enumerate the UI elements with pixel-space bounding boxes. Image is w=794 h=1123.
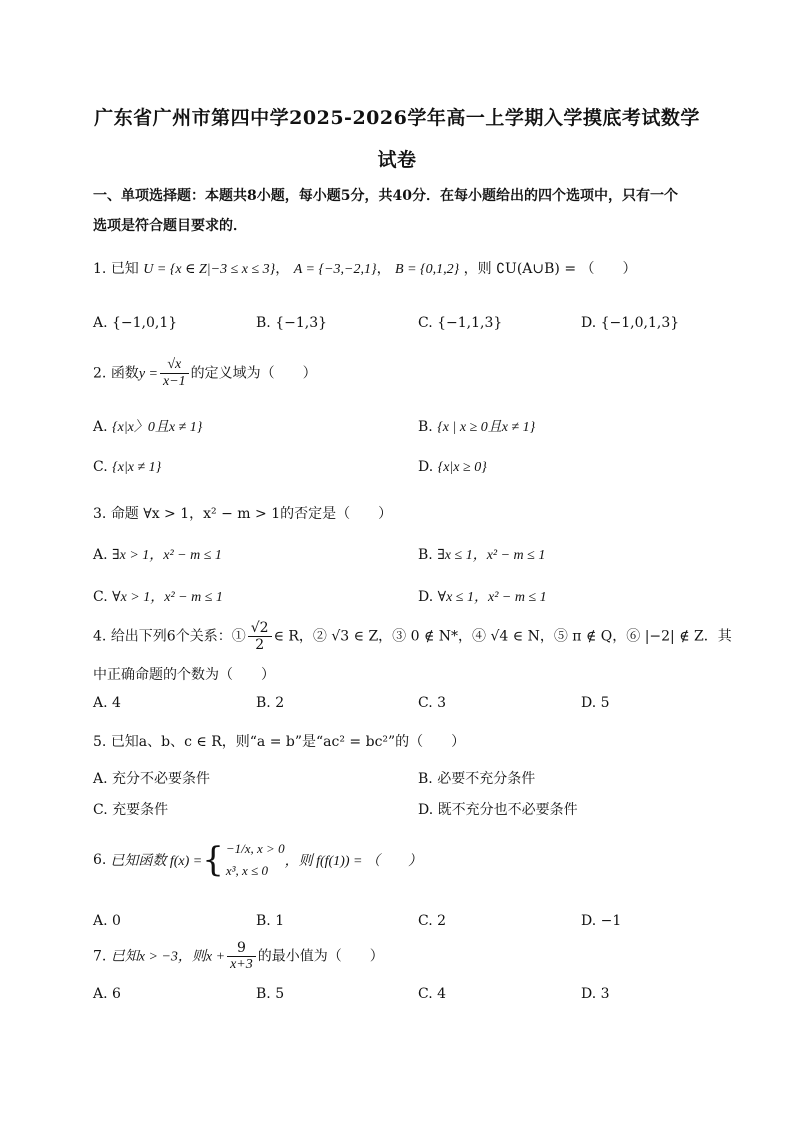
fraction: [160, 357, 189, 390]
option-label: B.: [418, 547, 433, 563]
set-u: U = {x ∈ Z|−3 ≤ x ≤ 3}: [143, 262, 276, 277]
option-label: C.: [418, 913, 433, 929]
question-4: [93, 620, 732, 653]
question-tail: 的定义域为（ ）: [190, 365, 317, 382]
question-number: 5.: [93, 734, 107, 750]
q2-option-a[interactable]: [93, 416, 202, 436]
option-label: C.: [418, 986, 433, 1002]
q1-option-d[interactable]: [581, 315, 679, 331]
q4-option-a[interactable]: [93, 695, 121, 711]
option-label: D.: [418, 589, 434, 605]
question-relations: ∈ R，② √3 ∈ Z，③ 0 ∉ N*，④ √4 ∈ N，⑤ π ∉ Q，⑥ |−2| ∉ Z．其: [273, 628, 732, 645]
question-text: 函数: [110, 365, 139, 382]
option-label: C.: [93, 589, 108, 605]
option-label: D.: [581, 913, 597, 929]
option-label: C.: [93, 802, 108, 818]
q5-option-b[interactable]: [418, 768, 535, 788]
option-text: 5: [275, 986, 285, 1002]
q1-option-b[interactable]: [256, 315, 327, 331]
question-tail: ，则 ∁U(A∪B) = （ ）: [463, 261, 637, 277]
option-label: D.: [581, 315, 597, 331]
option-label: A.: [93, 986, 108, 1002]
fraction-numerator: √2: [248, 620, 272, 637]
option-text: 6: [112, 986, 121, 1002]
option-label: D.: [418, 459, 434, 475]
option-text: ∀x ≤ 1，x² − m ≤ 1: [437, 590, 547, 605]
option-text: {x|x ≥ 0}: [437, 460, 487, 475]
q4-option-c[interactable]: [418, 695, 446, 711]
option-label: C.: [418, 695, 433, 711]
option-text: {−1,0,1,3}: [600, 315, 680, 331]
question-7: [93, 940, 384, 973]
function-lhs: y =: [138, 366, 158, 382]
option-label: B.: [256, 695, 271, 711]
option-text: {x|x〉0且x ≠ 1}: [112, 420, 203, 435]
q4-option-b[interactable]: [256, 695, 284, 711]
q1-option-c[interactable]: [418, 315, 502, 331]
option-text: 2: [437, 913, 447, 929]
fraction-denominator: 2: [255, 637, 265, 653]
option-text: 1: [275, 913, 285, 929]
q5-option-a[interactable]: [93, 768, 210, 788]
option-label: C.: [93, 459, 108, 475]
question-6: [93, 838, 422, 882]
q7-option-b[interactable]: [256, 986, 284, 1002]
question-text: 已知函数 f(x) =: [110, 854, 203, 869]
question-2: [93, 357, 317, 390]
option-text: {−1,1,3}: [437, 315, 503, 331]
question-text: 已知a、b、c ∈ R，则“a = b”是“ac² = bc²”的（ ）: [110, 734, 466, 750]
q1-option-a[interactable]: [93, 315, 177, 331]
question-number: 7.: [93, 948, 107, 965]
brace-symbol: {: [202, 840, 224, 880]
question-number: 3.: [93, 506, 107, 522]
option-text: 5: [600, 695, 610, 711]
piecewise-case-2: x³, x ≤ 0: [225, 863, 268, 878]
q2-option-d[interactable]: [418, 459, 487, 476]
fraction: [227, 940, 256, 973]
question-number: 4.: [93, 628, 107, 645]
question-number: 6.: [93, 852, 107, 868]
option-label: A.: [93, 315, 108, 331]
option-label: B.: [256, 986, 271, 1002]
set-b: B = {0,1,2}: [395, 262, 460, 277]
piecewise-function: [202, 838, 284, 882]
option-text: ∃x ≤ 1，x² − m ≤ 1: [437, 548, 546, 563]
document-title-line1: 广东省广州市第四中学2025-2026学年高一上学期入学摸底考试数学: [94, 107, 700, 129]
option-text: {−1,3}: [275, 315, 328, 331]
question-text: 命题 ∀x > 1，x² − m > 1的否定是（ ）: [110, 506, 393, 522]
question-tail: 的最小值为（ ）: [257, 948, 384, 965]
document-title-line2: 试卷: [377, 149, 417, 171]
option-text: {−1,0,1}: [112, 315, 178, 331]
q7-option-c[interactable]: [418, 986, 446, 1002]
question-number: 1.: [93, 261, 107, 277]
option-label: D.: [581, 695, 597, 711]
option-label: B.: [418, 771, 433, 787]
option-label: D.: [581, 986, 597, 1002]
option-text: ∃x > 1，x² − m ≤ 1: [112, 548, 222, 563]
option-label: A.: [93, 547, 108, 563]
fraction: [248, 620, 272, 653]
set-a: A = {−3,−2,1}: [293, 262, 377, 277]
piecewise-case-1: −1/x, x > 0: [225, 841, 285, 856]
fraction-denominator: x−1: [162, 374, 186, 389]
option-label: A.: [93, 419, 108, 435]
q2-option-b[interactable]: [418, 416, 535, 436]
question-4-line2: 中正确命题的个数为（ ）: [93, 667, 275, 683]
option-label: B.: [256, 913, 271, 929]
option-label: A.: [93, 695, 108, 711]
option-text: {x|x ≠ 1}: [112, 460, 162, 475]
option-text: 既不充分也不必要条件: [437, 802, 578, 818]
q6-option-c[interactable]: [418, 913, 446, 929]
option-label: D.: [418, 802, 434, 818]
q6-option-b[interactable]: [256, 913, 284, 929]
q3-option-a[interactable]: [93, 544, 222, 564]
q3-option-c[interactable]: [93, 586, 223, 606]
option-text: −1: [600, 913, 622, 929]
question-text: 给出下列6个关系：①: [110, 628, 246, 645]
question-text: 已知: [110, 261, 139, 277]
option-label: C.: [418, 315, 433, 331]
option-text: 4: [437, 986, 447, 1002]
option-text: ∀x > 1，x² − m ≤ 1: [112, 590, 223, 605]
q7-option-d[interactable]: [581, 986, 610, 1002]
question-tail: ，则 f(f(1)) = （ ）: [284, 854, 422, 869]
question-number: 2.: [93, 365, 107, 382]
option-text: 2: [275, 695, 285, 711]
option-text: {x | x ≥ 0且x ≠ 1}: [437, 420, 536, 435]
fraction-denominator: x+3: [230, 957, 253, 972]
option-label: A.: [93, 771, 108, 787]
option-label: B.: [256, 315, 271, 331]
q2-option-c[interactable]: [93, 459, 161, 476]
option-text: 必要不充分条件: [437, 771, 536, 787]
option-label: B.: [418, 419, 433, 435]
fraction-numerator: 9: [227, 940, 256, 957]
option-text: 3: [600, 986, 610, 1002]
q5-option-c[interactable]: [93, 799, 168, 819]
option-label: A.: [93, 913, 108, 929]
q6-option-a[interactable]: [93, 913, 121, 929]
question-3: [93, 503, 392, 523]
q7-option-a[interactable]: [93, 986, 121, 1002]
question-5: [93, 731, 465, 751]
section-heading-line2: 选项是符合题目要求的．: [93, 218, 247, 234]
option-text: 3: [437, 695, 447, 711]
q4-option-d[interactable]: [581, 695, 610, 711]
option-text: 充要条件: [112, 802, 169, 818]
option-text: 4: [112, 695, 121, 711]
section-heading-line1: 一、单项选择题：本题共8小题，每小题5分，共40分．在每小题给出的四个选项中，只有一个: [93, 188, 678, 204]
q3-option-b[interactable]: [418, 544, 545, 564]
question-1: 1. 已知 U = {x ∈ Z|−3 ≤ x ≤ 3}， A = {−3,−2,1}， B = {0,1,2} ，则 ∁U(A∪B) = （ ）: [93, 261, 637, 277]
option-text: 0: [112, 913, 121, 929]
fraction-numerator: √x: [160, 357, 189, 374]
question-text: 已知x > −3，则x +: [110, 949, 226, 965]
q5-option-d[interactable]: [418, 799, 578, 819]
option-text: 充分不必要条件: [112, 771, 211, 787]
q3-option-d[interactable]: [418, 586, 547, 606]
q6-option-d[interactable]: [581, 913, 621, 929]
